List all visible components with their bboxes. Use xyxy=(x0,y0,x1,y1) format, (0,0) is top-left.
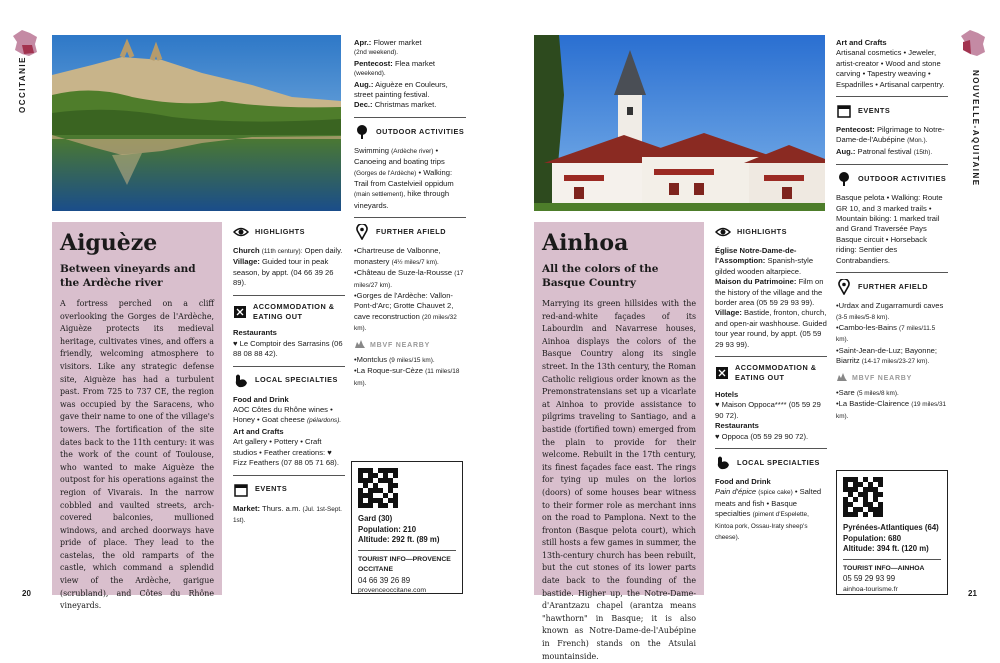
page-title: Ainhoa xyxy=(542,230,629,256)
eye-icon xyxy=(233,224,249,240)
outdoor-header: OUTDOOR ACTIVITIES xyxy=(836,171,948,187)
rooster-icon xyxy=(715,455,731,471)
page-title: Aiguèze xyxy=(60,230,158,256)
bed-fork-icon xyxy=(715,365,729,381)
highlights-header: HIGHLIGHTS xyxy=(715,224,827,240)
bed-fork-icon xyxy=(233,304,247,320)
tree-icon xyxy=(354,124,370,140)
events-header: EVENTS xyxy=(233,482,345,498)
outdoor-header: OUTDOOR ACTIVITIES xyxy=(354,124,466,140)
page-number: 21 xyxy=(968,589,977,598)
highlight-village: Village: Guided tour in peak season, by appt. (04 66 39 26 89). xyxy=(233,257,334,288)
qr-code[interactable] xyxy=(358,468,398,508)
france-map-icon xyxy=(10,28,40,58)
info-column-right-1: HIGHLIGHTS Église Notre-Dame-de-l'Assomption: Spanish-style gilded wooden altarpiece. Maison du Patrimoine: Film on the history of the village and the border area (05 59 29 93 99). Village: Bastide, fronton, church, and open-air washhouse. Guided tour year round, by appt. (05 59 29 93 99). ACCOMMODATION & EATING OUT Hotels ♥ Maison Oppoca**** (05 59 29 90 72). Restaurants ♥ Oppoca (05 59 29 90 72). LOCAL SPECIALTIES Food and Drink Pain d'épice (spice cake) • Salted meats and fish • Basque specialties (piment d'Espelette, Kintoa pork, Ossau-Iraty sheep's cheese). xyxy=(715,218,827,543)
outdoor-text: Swimming (Ardèche river) • Canoeing and boating trips (Gorges de l'Ardèche) • Walking: Trail from Castelvieil oppidum (main settlement), hike through vineyards. xyxy=(354,145,454,210)
info-column-right-2: Art and Crafts Artisanal cosmetics • Jeweler, artist-creator • Wood and stone carving • Tapestry weaving • Espadrilles • Artisanal carpentry. EVENTS Pentecost: Pilgrimage to Notre-Dame-de-l'Aubépine (Mon.). Aug.: Patronal festival (15th). OUTDOOR ACTIVITIES Basque pelota • Walking: Route GR 10, and 3 marked trails • Mountain biking: 1 marked trail and Grand Traversée Pays Basque circuit • Horseback riding: Sentier des Contrabandiers. FURTHER AFIELD •Urdax and Zugarramurdi caves (3-5 miles/5-8 km). •Cambo-les-Bains (7 miles/11.5 km). •Saint-Jean-de-Luz; Bayonne; Biarritz (14-17 miles/23-27 km). MBVF NEARBY •Sare (5 miles/8 km). •La Bastide-Clairence (19 miles/31 km). xyxy=(836,38,947,420)
accommodation-header: ACCOMMODATION & EATING OUT xyxy=(233,302,345,323)
intro-panel xyxy=(534,222,704,661)
eye-icon xyxy=(715,224,731,240)
specialties-header: LOCAL SPECIALTIES xyxy=(233,373,345,389)
nearby-header: MBVF NEARBY xyxy=(354,339,466,353)
mbvf-logo-icon xyxy=(354,339,366,353)
info-column-left-2: Apr.: Flower market (2nd weekend). Pentecost: Flea market (weekend). Aug.: Aiguèze en Couleurs, street painting festival. Dec.: Christmas market. OUTDOOR ACTIVITIES Swimming (Ardèche river) • Canoeing and boating trips (Gorges de l'Ardèche) • Walking: Trail from Castelvieil oppidum (main settlement), hike through vineyards. FURTHER AFIELD •Chartreuse de Valbonne, monastery (4½ miles/7 km). •Château de Suze-la-Rousse (17 miles/27 km). •Gorges de l'Ardèche: Vallon-Pont-d'Arc; Grotte Chauvet 2, cave reconstruction (20 miles/32 km). MBVF NEARBY •Montclus (9 miles/15 km). •La Roque-sur-Cèze (11 miles/18 km). xyxy=(354,38,465,387)
body-text: A fortress perched on a cliff overlooking the Gorges de l'Ardèche, Aiguèze protects its medieval heritage, cultivates vines, and offers a friendly, welcoming atmosphere to visitors. Like any strategic defense site, Aiguèze has had a turbulent past. From 725 to 737 CE, the region was occupied by the Saracens, who gave their name to one of the village's towers. The fortification of the site dates back to the 11th century: it was the work of the count of Toulouse, who wanted to make Aiguèze the outpost for his operations against the region of Vivarais. In the narrow cobbled and vaulted streets, arch-covered balconies, mullioned windows, and arched doorways have pride of place. They lead to the castelas, the old ramparts of the castle, which command a splendid view of the Ardèche, garigue (scrubland), and Côtes du Rhône vineyards. xyxy=(60,299,214,611)
highlight-church: Church (11th century): Open daily. xyxy=(233,246,343,255)
tourist-info-box: Gard (30) Population: 210 Altitude: 292 ft. (89 m) TOURIST INFO—PROVENCE OCCITANE 04 66 39 26 89 provenceoccitane.com xyxy=(351,461,463,594)
mbvf-logo-icon xyxy=(836,372,848,386)
restaurant-entry: ♥ Le Comptoir des Sarrasins (06 88 08 88 42). xyxy=(233,338,343,359)
calendar-icon xyxy=(836,103,852,119)
tree-icon xyxy=(836,171,852,187)
accommodation-header: ACCOMMODATION & EATING OUT xyxy=(715,363,827,384)
rooster-icon xyxy=(233,373,249,389)
highlights-header: HIGHLIGHTS xyxy=(233,224,345,240)
pin-icon xyxy=(836,279,852,295)
calendar-icon xyxy=(233,482,249,498)
body-text: Marrying its green hillsides with the red-and-white façades of its Labourdin and Navarrese houses, Ainhoa displays the colors of the Basque Country along its single street. In the 13th century, the Roman Catholic religious order known as the Premonstratensians set up a vicarlate at Ainhoa to provide assistance to pilgrims traveling to Santiago, and a bastide (fortified town) emerged from the plain to provide for their welcome. Rebuilt in the 17th century, its finest façades face east. The rings for tying up mules on the lorios (doors) of some houses bear witness to their former role as merchant inns on the road to Pamplona. Next to the fronton (Basque pelota court), which still hosts a few games in summer, the 13th-century church has been rebuilt, but the cut stones of its lower parts date back to the founding of the bastide. Higher up, the Notre-Dame-d'Arantzazu chapel (arantza means "hawthorn" in Basque; it is also known as Notre-Dame-de-l'Aubépine in French) stands on the Atsulai mountainside. xyxy=(542,299,696,661)
page-subtitle: All the colors of the Basque Country xyxy=(542,263,659,289)
aigueze-photo xyxy=(52,35,341,211)
specialties-header: LOCAL SPECIALTIES xyxy=(715,455,827,471)
pin-icon xyxy=(354,224,370,240)
tourist-info-box: Pyrénées-Atlantiques (64) Population: 680 Altitude: 394 ft. (120 m) TOURIST INFO—AINHOA 05 59 29 93 99 ainhoa-tourisme.fr xyxy=(836,470,948,595)
france-map-icon xyxy=(958,28,988,58)
info-column-left-1: HIGHLIGHTS Church (11th century): Open daily. Village: Guided tour in peak season, by appt. (04 66 39 26 89). ACCOMMODATION & EATING OUT Restaurants ♥ Le Comptoir des Sarrasins (06 88 08 88 42). LOCAL SPECIALTIES Food and Drink AOC Côtes du Rhône wines • Honey • Goat cheese (pélardons). Art and Crafts Art gallery • Pottery • Craft studios • Feather creations: ♥ Fizz Feathers (07 88 05 71 68). EVENTS Market: Thurs. a.m. (Jul. 1st-Sept. 1st). xyxy=(233,218,345,526)
page-subtitle: Between vineyards and the Ardèche river xyxy=(60,263,196,289)
afield-header: FURTHER AFIELD xyxy=(354,224,466,240)
page-number: 20 xyxy=(22,589,31,598)
ainhoa-photo xyxy=(534,35,825,211)
nearby-header: MBVF NEARBY xyxy=(836,372,948,386)
events-header: EVENTS xyxy=(836,103,948,119)
intro-panel xyxy=(52,222,222,611)
region-label: OCCITANIE xyxy=(18,56,27,113)
region-label: NOUVELLE-AQUITAINE xyxy=(971,70,980,187)
qr-code[interactable] xyxy=(843,477,883,517)
afield-header: FURTHER AFIELD xyxy=(836,279,948,295)
